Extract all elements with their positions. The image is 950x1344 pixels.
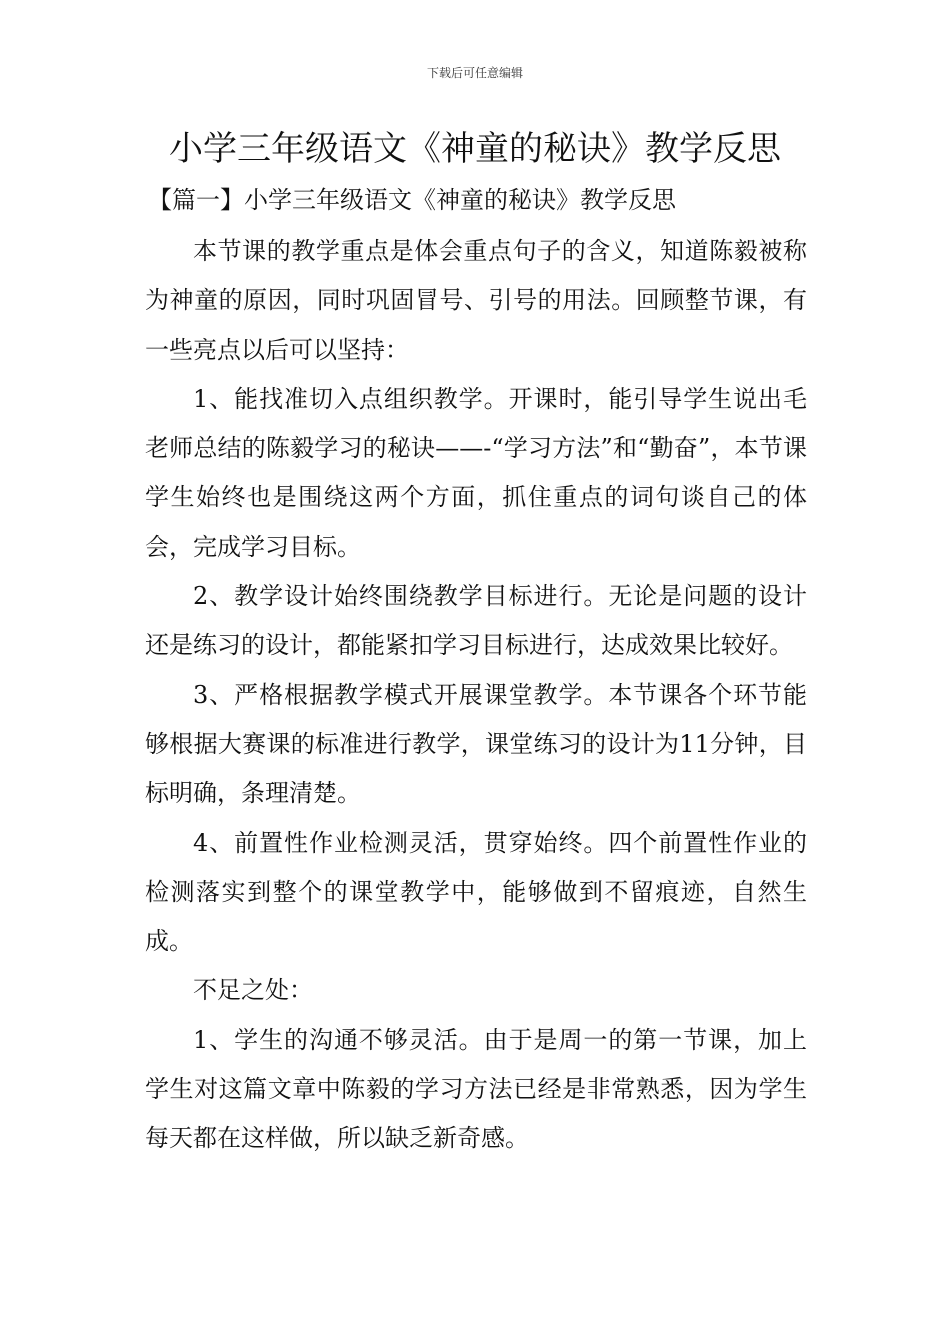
paragraph-point-3: 3、严格根据教学模式开展课堂教学。本节课各个环节能够根据大赛课的标准进行教学，课堂练习的设计为11分钟，目标明确，条理清楚。 xyxy=(145,680,807,808)
document-body xyxy=(145,227,807,1164)
paragraph-point-1: 1、能找准切入点组织教学。开课时，能引导学生说出毛老师总结的陈毅学习的秘诀——-“学习方法”和“勤奋”，本节课学生始终也是围绕这两个方面，抓住重点的词句谈自己的体会，完成学习目标。 xyxy=(145,384,807,561)
paragraph-point-4: 4、前置性作业检测灵活，贯穿始终。四个前置性作业的检测落实到整个的课堂教学中，能够做到不留痕迹，自然生成。 xyxy=(145,828,807,956)
paragraph-shortcomings-heading: 不足之处： xyxy=(193,976,313,1005)
paragraph-shortcoming-1: 1、学生的沟通不够灵活。由于是周一的第一节课，加上学生对这篇文章中陈毅的学习方法已经是非常熟悉，因为学生每天都在这样做，所以缺乏新奇感。 xyxy=(145,1025,807,1153)
section-heading: 【篇一】小学三年级语文《神童的秘诀》教学反思 xyxy=(148,186,676,214)
paragraph-intro: 本节课的教学重点是体会重点句子的含义，知道陈毅被称为神童的原因，同时巩固冒号、引号的用法。回顾整节课，有一些亮点以后可以坚持： xyxy=(145,237,807,364)
header-note: 下载后可任意编辑 xyxy=(426,66,523,80)
paragraph-point-2: 2、教学设计始终围绕教学目标进行。无论是问题的设计还是练习的设计，都能紧扣学习目标进行，达成效果比较好。 xyxy=(145,582,807,660)
document-title: 小学三年级语文《神童的秘诀》教学反思 xyxy=(169,129,781,169)
